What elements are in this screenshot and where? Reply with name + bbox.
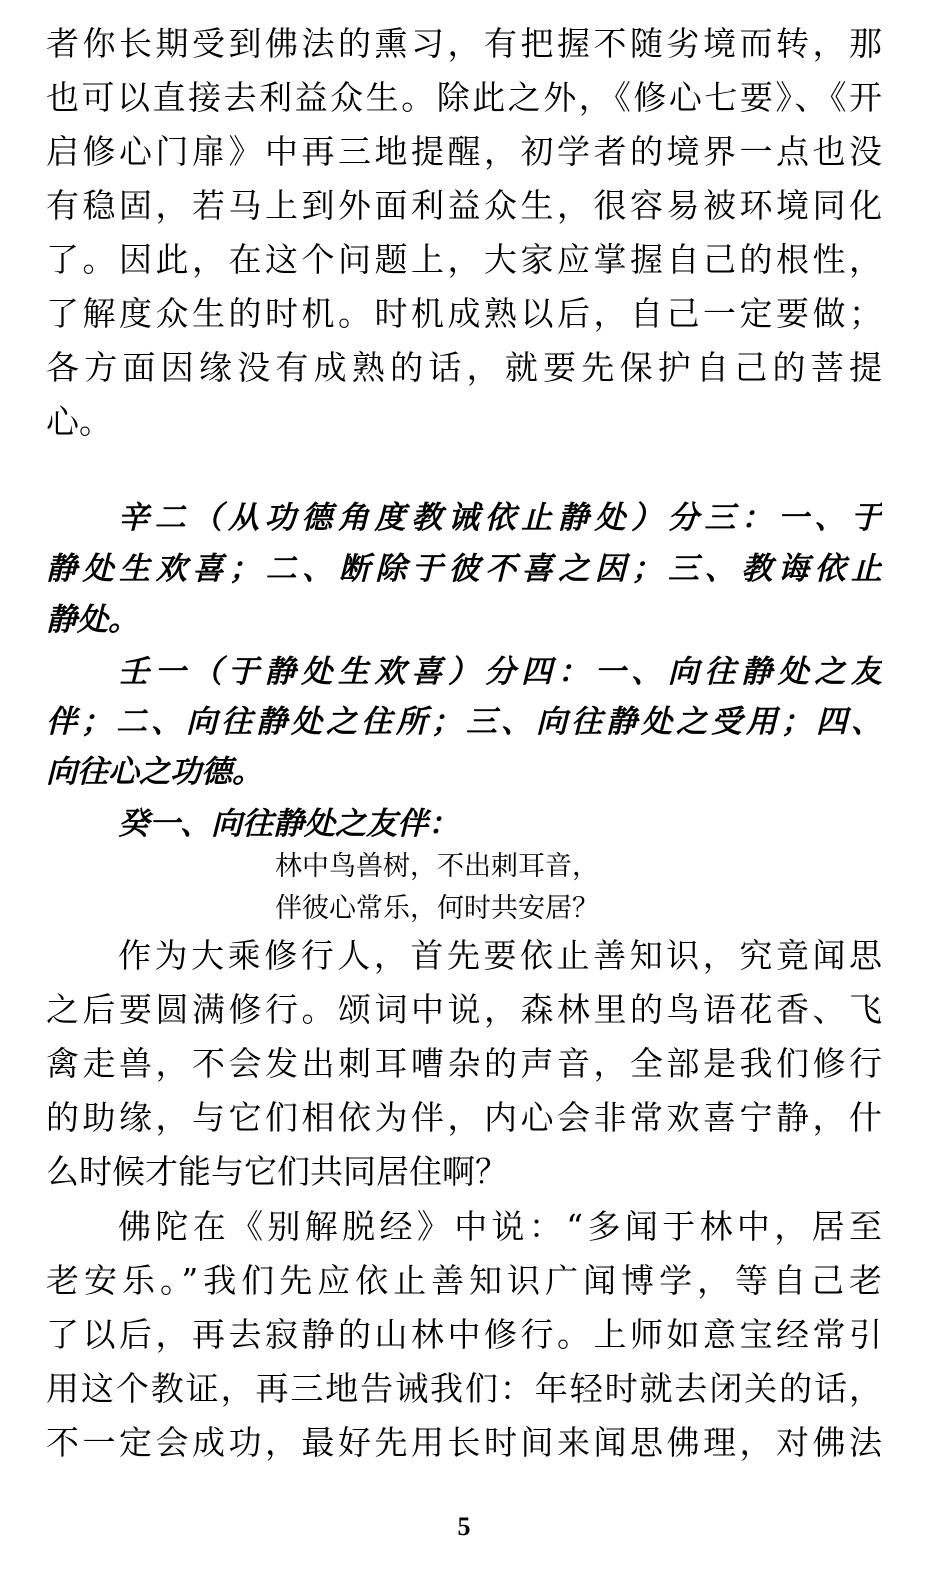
paragraph-line: 了。因此，在这个问题上，大家应掌握自己的根性， (46, 240, 882, 279)
subsubsection-heading: 癸一、向往静处之友伴： (118, 806, 459, 842)
paragraph-line: 作为大乘修行人，首先要依止善知识，究竟闻思 (118, 936, 882, 975)
paragraph-line: 老安乐。”我们先应依止善知识广闻博学，等自己老 (46, 1261, 882, 1300)
verse-line: 林中鸟兽树，不出刺耳音， (275, 851, 599, 882)
paragraph-line: 不一定会成功，最好先用长时间来闻思佛理，对佛法 (46, 1423, 882, 1462)
subsection-heading-line: 伴；二、向往静处之住所；三、向往静处之受用；四、 (46, 704, 882, 740)
paragraph-line: 佛陀在《别解脱经》中说：“多闻于林中，居至 (118, 1207, 882, 1246)
paragraph-line: 了解度众生的时机。时机成熟以后，自己一定要做； (46, 294, 882, 333)
section-heading-line: 静处生欢喜；二、断除于彼不喜之因；三、教诲依止 (46, 551, 882, 587)
paragraph-line: 也可以直接去利益众生。除此之外，《修心七要》、《开 (46, 78, 882, 117)
page-number: 5 (457, 1512, 471, 1541)
section-heading-line: 静处。 (46, 602, 139, 638)
paragraph-line: 有稳固，若马上到外面利益众生，很容易被环境同化 (46, 186, 882, 225)
paragraph-line: 心。 (46, 402, 112, 441)
paragraph-line: 者你长期受到佛法的熏习，有把握不随劣境而转，那 (46, 24, 882, 63)
verse-line: 伴彼心常乐，何时共安居？ (275, 893, 599, 924)
paragraph-line: 禽走兽，不会发出刺耳嘈杂的声音，全部是我们修行 (46, 1044, 882, 1083)
subsection-heading-line: 壬一（于静处生欢喜）分四：一、向往静处之友 (118, 654, 882, 690)
paragraph-line: 各方面因缘没有成熟的话，就要先保护自己的菩提 (46, 348, 882, 387)
paragraph-line: 的助缘，与它们相依为伴，内心会非常欢喜宁静，什 (46, 1098, 882, 1137)
paragraph-line: 么时候才能与它们共同居住啊？ (46, 1152, 508, 1191)
section-heading-line: 辛二（从功德角度教诫依止静处）分三：一、于 (118, 500, 882, 536)
paragraph-line: 用这个教证，再三地告诫我们：年轻时就去闭关的话， (46, 1369, 882, 1408)
paragraph-line: 启修心门扉》中再三地提醒，初学者的境界一点也没 (46, 132, 882, 171)
paragraph-line: 之后要圆满修行。颂词中说，森林里的鸟语花香、飞 (46, 990, 882, 1029)
subsection-heading-line: 向往心之功德。 (46, 754, 263, 790)
paragraph-line: 了以后，再去寂静的山林中修行。上师如意宝经常引 (46, 1315, 882, 1354)
